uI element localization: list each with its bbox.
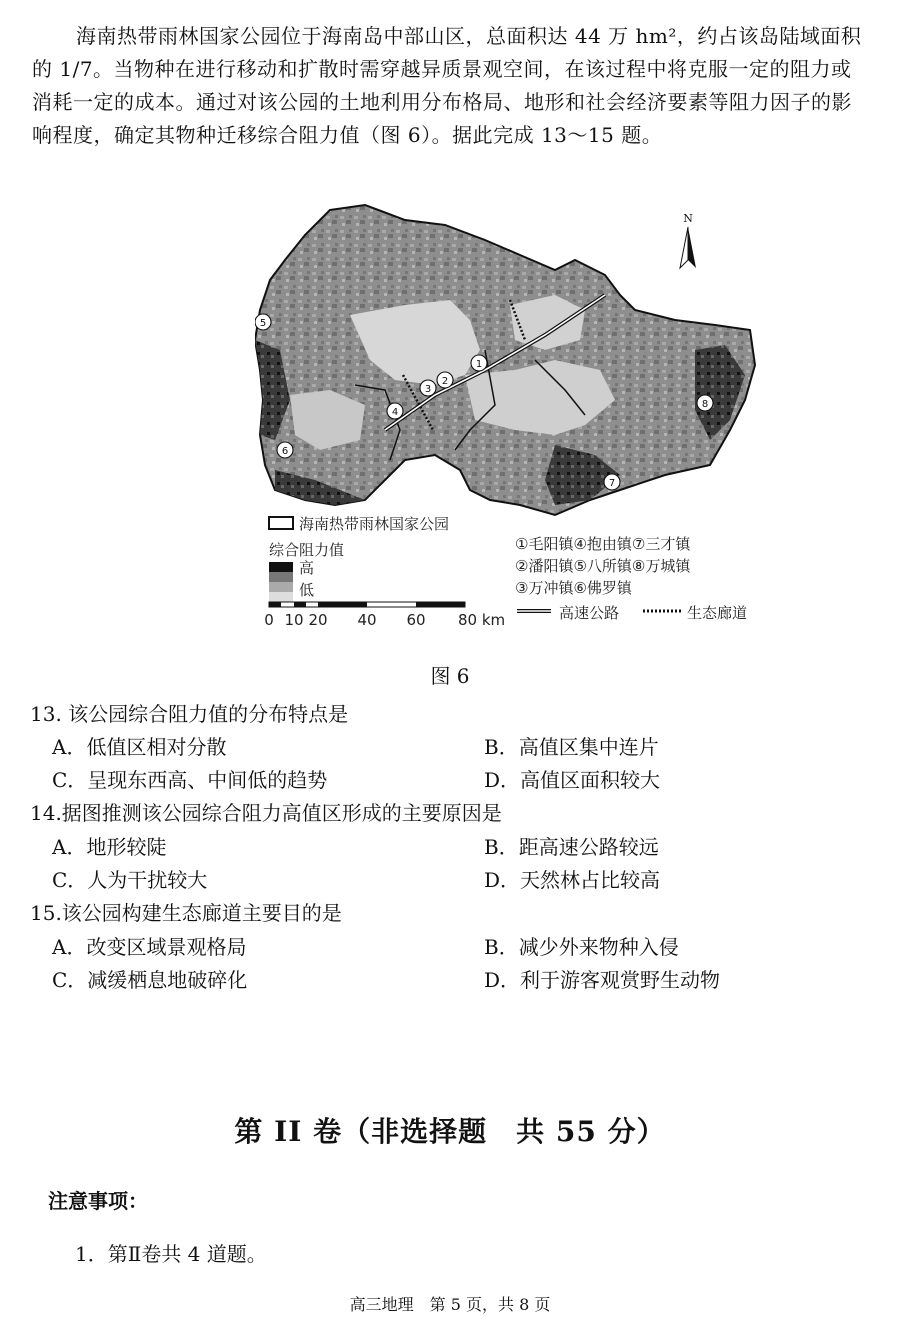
scale-tick-40: 40 [357, 611, 377, 629]
scale-tick-60: 60 [406, 611, 426, 629]
legend-corridor-label: 生态廊道 [687, 604, 748, 622]
scale-tick-10: 10 [284, 611, 304, 629]
legend-low-label: 低 [299, 581, 315, 599]
question-13-option-a: A．低值区相对分散 [52, 735, 227, 759]
marker-8: 8 [701, 399, 709, 410]
notice-item-1: 1．第Ⅱ卷共 4 道题。 [75, 1242, 267, 1266]
map-legend [264, 515, 747, 629]
scale-tick-0: 0 [264, 611, 274, 629]
legend-highway-label: 高速公路 [559, 604, 620, 622]
notice-title: 注意事项： [48, 1189, 148, 1213]
town-list-row-3: ③万冲镇⑥佛罗镇 [515, 579, 632, 597]
legend-park-label: 海南热带雨林国家公园 [299, 515, 450, 533]
question-14-option-b: B．距高速公路较远 [484, 835, 659, 859]
marker-1: 1 [475, 359, 483, 370]
question-13-stem: 13. 该公园综合阻力值的分布特点是 [30, 702, 349, 726]
marker-2: 2 [441, 376, 449, 387]
town-list-row-2: ②潘阳镇⑤八所镇⑧万城镇 [515, 557, 691, 575]
figure-caption: 图 6 [430, 664, 470, 688]
marker-6: 6 [281, 446, 289, 457]
question-14-option-a: A．地形较陡 [52, 835, 167, 859]
marker-3: 3 [424, 384, 432, 395]
question-15-option-a: A．改变区域景观格局 [52, 935, 247, 959]
question-15-stem: 15.该公园构建生态廊道主要目的是 [30, 901, 342, 925]
question-14-stem: 14.据图推测该公园综合阻力高值区形成的主要原因是 [30, 801, 502, 825]
marker-4: 4 [391, 407, 399, 418]
scale-tick-80: 80 km [458, 611, 506, 629]
north-arrow [680, 212, 696, 268]
resistance-map-figure [255, 200, 775, 640]
legend-high-label: 高 [299, 559, 315, 577]
section-title: 第 II 卷（非选择题 共 55 分） [234, 1115, 666, 1148]
scale-tick-20: 20 [308, 611, 328, 629]
question-13-option-d: D．高值区面积较大 [484, 768, 661, 792]
question-15-option-d: D．利于游客观赏野生动物 [484, 968, 721, 992]
question-14-option-d: D．天然林占比较高 [484, 868, 661, 892]
question-14-option-c: C．人为干扰较大 [52, 868, 208, 892]
question-13-option-b: B．高值区集中连片 [484, 735, 659, 759]
page-footer: 高三地理 第 5 页，共 8 页 [349, 1295, 551, 1314]
marker-5: 5 [259, 318, 267, 329]
north-label: N [683, 212, 693, 225]
marker-7: 7 [608, 478, 616, 489]
map-svg [255, 200, 775, 640]
question-13-option-c: C．呈现东西高、中间低的趋势 [52, 768, 328, 792]
town-list-row-1: ①毛阳镇④抱由镇⑦三才镇 [515, 535, 691, 553]
legend-resistance-label: 综合阻力值 [269, 541, 345, 559]
question-15-option-c: C．减缓栖息地破碎化 [52, 968, 248, 992]
scale-bar [264, 602, 505, 629]
question-15-option-b: B．减少外来物种入侵 [484, 935, 679, 959]
intro-paragraph: 海南热带雨林国家公园位于海南岛中部山区，总面积达 44 万 hm²，约占该岛陆域面积的 1/7。当物种在进行移动和扩散时需穿越异质景观空间，在该过程中将克服一定的阻力或消耗一定的成本。通过对该公园的土地利用分布格局、地形和社会经济要素等阻力因子的影响程度，确定其物种迁移综合阻力值（图 6）。据此完成 13～15 题。 [32, 24, 862, 147]
